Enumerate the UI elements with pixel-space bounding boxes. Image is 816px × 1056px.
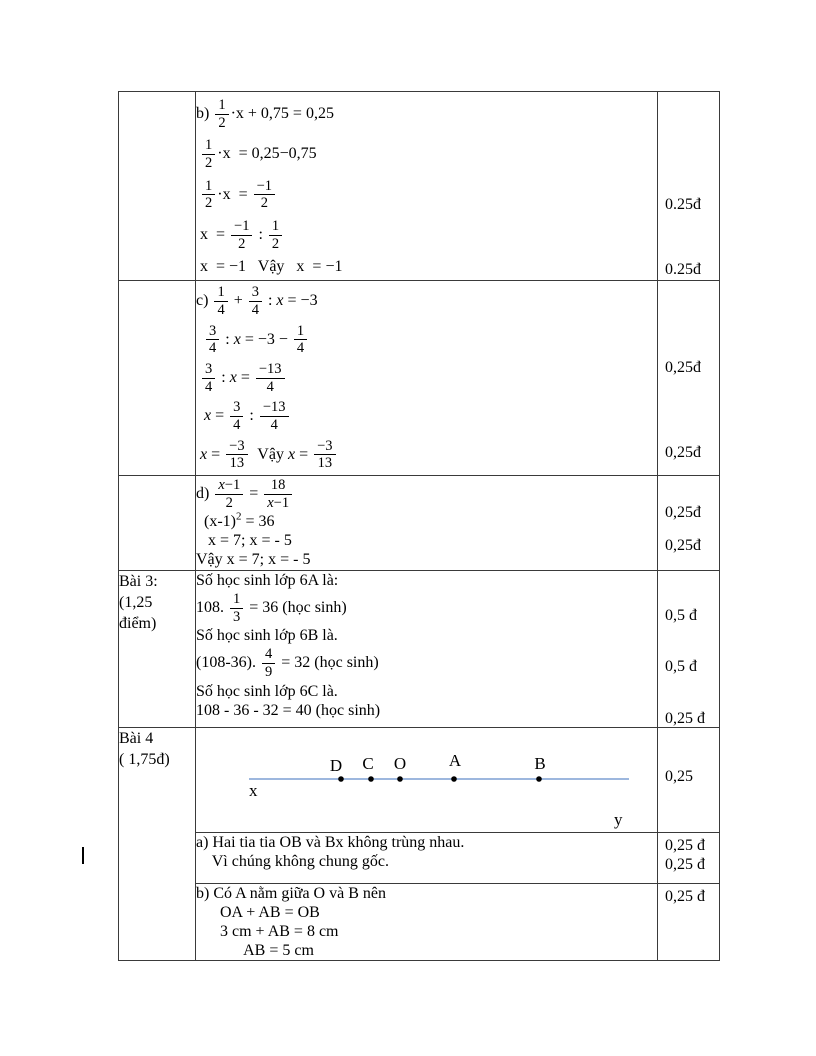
math-line: (108-36). $\frac{4}{9}$ = 32 (học sinh) [196, 646, 379, 681]
fraction: $\frac{18}{x-1}$ [264, 477, 292, 511]
score-value: 0,25đ [665, 359, 701, 377]
score-value: 0,25đ [665, 444, 701, 462]
math-block-c [196, 283, 657, 473]
fraction: $\frac{1}{4}$ [294, 323, 307, 357]
math-line: Vì chúng không chung gốc. [196, 853, 390, 871]
fraction: $\frac{-13}{4}$ [260, 399, 289, 433]
fraction: $\frac{4}{9}$ [262, 646, 275, 680]
solution-cell-b [196, 92, 658, 281]
math-line: $\frac{1}{2}$ ·x = $\frac{-1}{2}$ [196, 177, 657, 213]
math-block-d [196, 476, 657, 569]
bai3-label-line: điểm) [119, 615, 157, 633]
fraction: $\frac{1}{3}$ [230, 591, 243, 625]
math-line: Vậy x = 7; x = - 5 [196, 551, 311, 569]
margin-cursor-mark [82, 847, 84, 864]
score-value: 0,25 đ [665, 856, 705, 874]
fraction: $\frac{1}{4}$ [214, 284, 227, 318]
math-block-bai3 [196, 571, 657, 720]
fraction: $\frac{1}{2}$ [215, 97, 228, 131]
point-dot-B [536, 776, 542, 782]
fraction: $\frac{-1}{2}$ [254, 178, 275, 212]
label-cell-bai3 [119, 571, 196, 728]
fraction: $\frac{-3}{13}$ [226, 438, 247, 472]
score-cell-bai3 [658, 571, 720, 728]
answer-key-table [118, 91, 720, 961]
table-row-bai3 [119, 571, 720, 728]
fraction: $\frac{3}{4}$ [202, 361, 215, 395]
label-cell-empty-c [119, 281, 196, 476]
table-row-part-b [119, 92, 720, 281]
label-cell-empty-d [119, 476, 196, 571]
solution-cell-d [196, 476, 658, 571]
fraction: $\frac{1}{2}$ [202, 137, 215, 171]
score-value: 0,25 đ [665, 837, 705, 855]
math-line: x = 7; x = - 5 [196, 532, 292, 550]
score-value: 0,5 đ [665, 658, 697, 676]
bai3-label-line: (1,25 [119, 594, 153, 612]
score-value: 0,25 đ [665, 888, 705, 906]
math-line: b) $\frac{1}{2}$ ·x + 0,75 = 0,25 [196, 97, 334, 131]
math-line: $\frac{1}{2}$ ·x = 0,25−0,75 [196, 136, 657, 172]
bai4-label-line: ( 1,75đ) [119, 751, 170, 769]
score-cell-bai4b [658, 884, 720, 961]
score-cell-figure [658, 728, 720, 833]
figure-cell [196, 728, 658, 833]
math-line: a) Hai tia tia OB và Bx không trùng nhau. [196, 834, 465, 852]
ray-x-label: x [249, 781, 258, 801]
point-dot-D [338, 776, 344, 782]
math-line: d) $\frac{x-1}{2}$ = $\frac{18}{x-1}$ [196, 476, 657, 512]
math-line: x = $\frac{-1}{2}$ : $\frac{1}{2}$ [196, 217, 657, 253]
point-label-C: C [362, 754, 374, 774]
table-row-part-d [119, 476, 720, 571]
score-value: 0,25 [665, 768, 693, 786]
bai3-label-line: Bài 3: [119, 573, 158, 591]
math-line: Số học sinh lớp 6A là: [196, 572, 339, 590]
math-line: 108 - 36 - 32 = 40 (học sinh) [196, 701, 381, 719]
point-label-D: D [329, 756, 343, 776]
point-dot-C [368, 776, 374, 782]
score-value: 0.25đ [665, 261, 701, 278]
fraction: $\frac{3}{4}$ [230, 399, 243, 433]
ray-figure-wrap [196, 728, 656, 832]
ray-y-label: y [614, 810, 623, 830]
score-value: 0,25đ [665, 504, 701, 522]
math-line: 3 cm + AB = 8 cm [196, 923, 339, 941]
table-row-part-c [119, 281, 720, 476]
score-cell-d [658, 476, 720, 571]
table-row-bai4-figure [119, 728, 720, 833]
math-line: Số học sinh lớp 6B là. [196, 627, 338, 645]
score-value: 0,25 đ [665, 710, 705, 728]
fraction: $\frac{1}{2}$ [269, 218, 282, 252]
score-cell-c [658, 281, 720, 476]
score-value: 0,5 đ [665, 607, 697, 625]
fraction: $\frac{-1}{2}$ [231, 218, 252, 252]
fraction: $\frac{3}{4}$ [206, 323, 219, 357]
score-cell-b [658, 92, 720, 281]
fraction: $\frac{1}{2}$ [202, 178, 215, 212]
math-line: OA + AB = OB [196, 904, 320, 922]
table-row-bai4b [119, 884, 720, 961]
fraction: $\frac{x-1}{2}$ [215, 477, 243, 511]
text-block-bai4a [196, 833, 657, 871]
label-cell-bai4 [119, 728, 196, 961]
math-line: b) Có A nằm giữa O và B nên [196, 885, 386, 903]
math-line: x = $\frac{3}{4}$ : $\frac{-13}{4}$ [196, 398, 657, 434]
math-line: c) $\frac{1}{4}$ + $\frac{3}{4}$ : x = −3 [196, 284, 318, 319]
point-label-O: O [393, 754, 407, 774]
math-line: Số học sinh lớp 6C là. [196, 682, 338, 700]
math-line: $(x-1)^2 = 36$ [196, 511, 275, 531]
label-cell-empty-b [119, 92, 196, 281]
solution-cell-bai4a [196, 833, 658, 884]
math-line: x = −1 Vậy x = −1 [196, 258, 343, 276]
ray-figure [196, 728, 656, 832]
point-dot-A [451, 776, 457, 782]
solution-cell-bai3 [196, 571, 658, 728]
score-value: 0,25đ [665, 537, 701, 555]
math-line: $\frac{3}{4}$ : x = −3 − $\frac{1}{4}$ [196, 322, 657, 358]
fraction: $\frac{-13}{4}$ [256, 361, 285, 395]
solution-cell-c [196, 281, 658, 476]
math-line: x = $\frac{-3}{13}$ Vậy x = $\frac{-3}{13}$ [196, 437, 657, 473]
point-dot-O [397, 776, 403, 782]
fraction: $\frac{-3}{13}$ [314, 438, 335, 472]
score-cell-bai4a [658, 833, 720, 884]
fraction: $\frac{3}{4}$ [249, 284, 262, 318]
math-line: $\frac{3}{4}$ : x = $\frac{-13}{4}$ [196, 360, 657, 396]
bai4-label-line: Bài 4 [119, 730, 154, 748]
text-block-bai4b [196, 884, 657, 960]
table-row-bai4a [119, 833, 720, 884]
math-block-b [196, 96, 657, 276]
score-value: 0.25đ [665, 196, 701, 213]
point-label-B: B [534, 754, 546, 774]
point-label-A: A [448, 751, 462, 771]
math-line: 108. $\frac{1}{3}$ = 36 (học sinh) [196, 591, 347, 625]
solution-cell-bai4b [196, 884, 658, 961]
math-line: AB = 5 cm [196, 942, 314, 960]
